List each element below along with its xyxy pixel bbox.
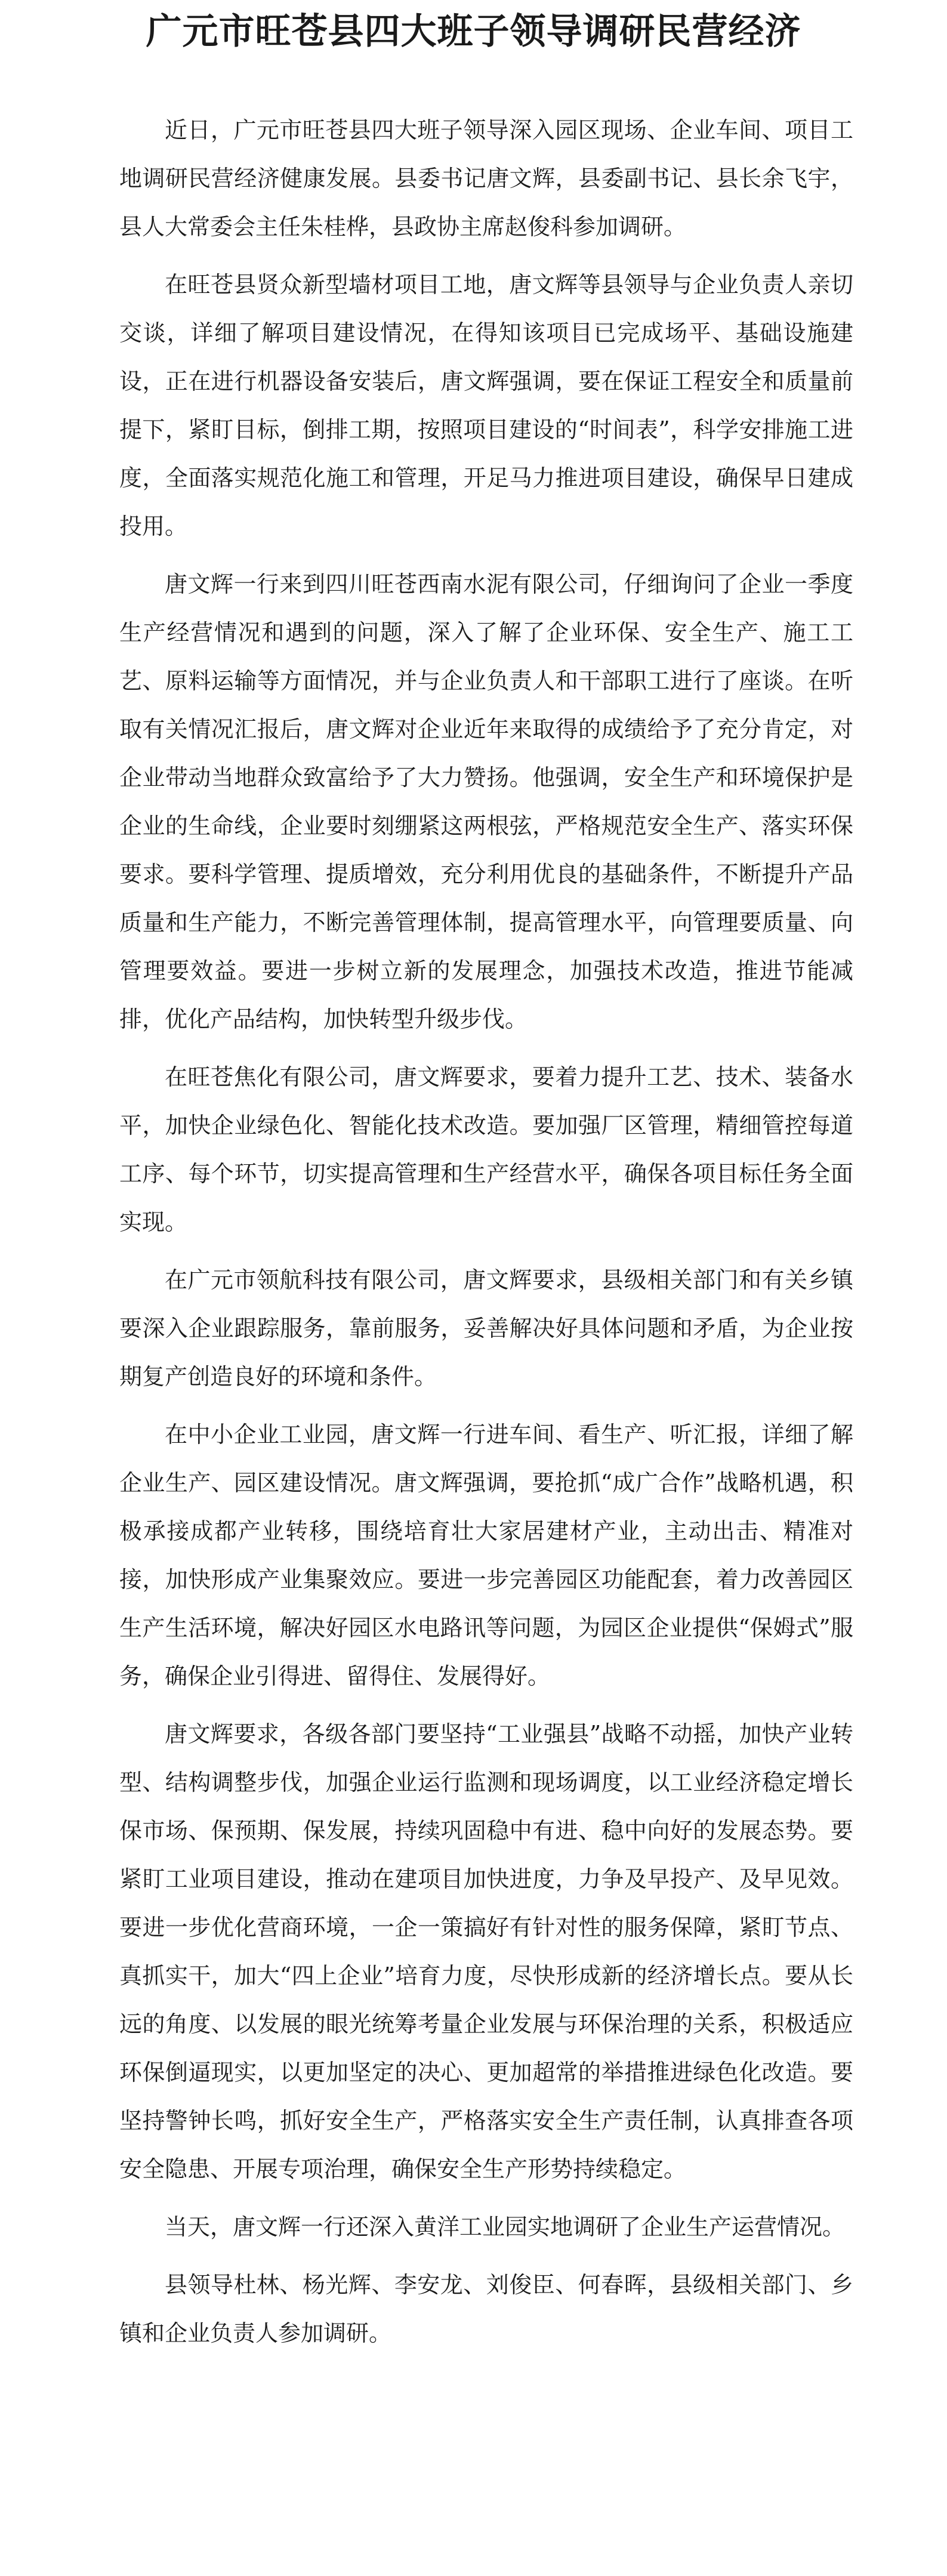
paragraph: 县领导杜林、杨光辉、李安龙、刘俊臣、何春晖，县级相关部门、乡镇和企业负责人参加调研。 <box>119 2272 853 2346</box>
paragraph: 唐文辉要求，各级各部门要坚持“工业强县”战略不动摇，加快产业转型、结构调整步伐，加强企业运行监测和现场调度，以工业经济稳定增长保市场、保预期、保发展，持续巩固稳中有进、稳中向好的发展态势。要紧盯工业项目建设，推动在建项目加快进度，力争及早投产、及早见效。要进一步优化营商环境，一企一策搞好有针对性的服务保障，紧盯节点、真抓实干，加大“四上企业”培育力度，尽快形成新的经济增长点。要从长远的角度、以发展的眼光统筹考量企业发展与环保治理的关系，积极适应环保倒逼现实，以更加坚定的决心、更加超常的举措推进绿色化改造。要坚持警钟长鸣，抓好安全生产，严格落实安全生产责任制，认真排查各项安全隐患、开展专项治理，确保安全生产形势持续稳定。 <box>119 1721 853 2182</box>
paragraph: 在旺苍焦化有限公司，唐文辉要求，要着力提升工艺、技术、装备水平，加快企业绿色化、智能化技术改造。要加强厂区管理，精细管控每道工序、每个环节，切实提高管理和生产经营水平，确保各项目标任务全面实现。 <box>119 1064 853 1235</box>
paragraph: 在旺苍县贤众新型墙材项目工地，唐文辉等县领导与企业负责人亲切交谈，详细了解项目建设情况，在得知该项目已完成场平、基础设施建设，正在进行机器设备安装后，唐文辉强调，要在保证工程安全和质量前提下，紧盯目标，倒排工期，按照项目建设的“时间表”，科学安排施工进度，全面落实规范化施工和管理，开足马力推进项目建设，确保早日建成投用。 <box>119 272 853 539</box>
paragraph: 当天，唐文辉一行还深入黄洋工业园实地调研了企业生产运营情况。 <box>165 2214 846 2240</box>
paragraph: 在中小企业工业园，唐文辉一行进车间、看生产、听汇报，详细了解企业生产、园区建设情况。唐文辉强调，要抢抓“成广合作”战略机遇，积极承接成都产业转移，围绕培育壮大家居建材产业，主动出击、精准对接，加快形成产业集聚效应。要进一步完善园区功能配套，着力改善园区生产生活环境，解决好园区水电路讯等问题，为园区企业提供“保姆式”服务，确保企业引得进、留得住、发展得好。 <box>119 1421 853 1689</box>
article-body <box>119 106 853 2367</box>
paragraph: 近日，广元市旺苍县四大班子领导深入园区现场、企业车间、项目工地调研民营经济健康发展。县委书记唐文辉，县委副书记、县长余飞宇，县人大常委会主任朱桂桦，县政协主席赵俊科参加调研。 <box>119 117 853 240</box>
paragraph: 在广元市领航科技有限公司，唐文辉要求，县级相关部门和有关乡镇要深入企业跟踪服务，靠前服务，妥善解决好具体问题和矛盾，为企业按期复产创造良好的环境和条件。 <box>119 1267 853 1390</box>
article-title: 广元市旺苍县四大班子领导调研民营经济 <box>146 11 801 53</box>
paragraph: 唐文辉一行来到四川旺苍西南水泥有限公司，仔细询问了企业一季度生产经营情况和遇到的问题，深入了解了企业环保、安全生产、施工工艺、原料运输等方面情况，并与企业负责人和干部职工进行了座谈。在听取有关情况汇报后，唐文辉对企业近年来取得的成绩给予了充分肯定，对企业带动当地群众致富给予了大力赞扬。他强调，安全生产和环境保护是企业的生命线，企业要时刻绷紧这两根弦，严格规范安全生产、落实环保要求。要科学管理、提质增效，充分利用优良的基础条件，不断提升产品质量和生产能力，不断完善管理体制，提高管理水平，向管理要质量、向管理要效益。要进一步树立新的发展理念，加强技术改造，推进节能减排，优化产品结构，加快转型升级步伐。 <box>119 571 853 1032</box>
